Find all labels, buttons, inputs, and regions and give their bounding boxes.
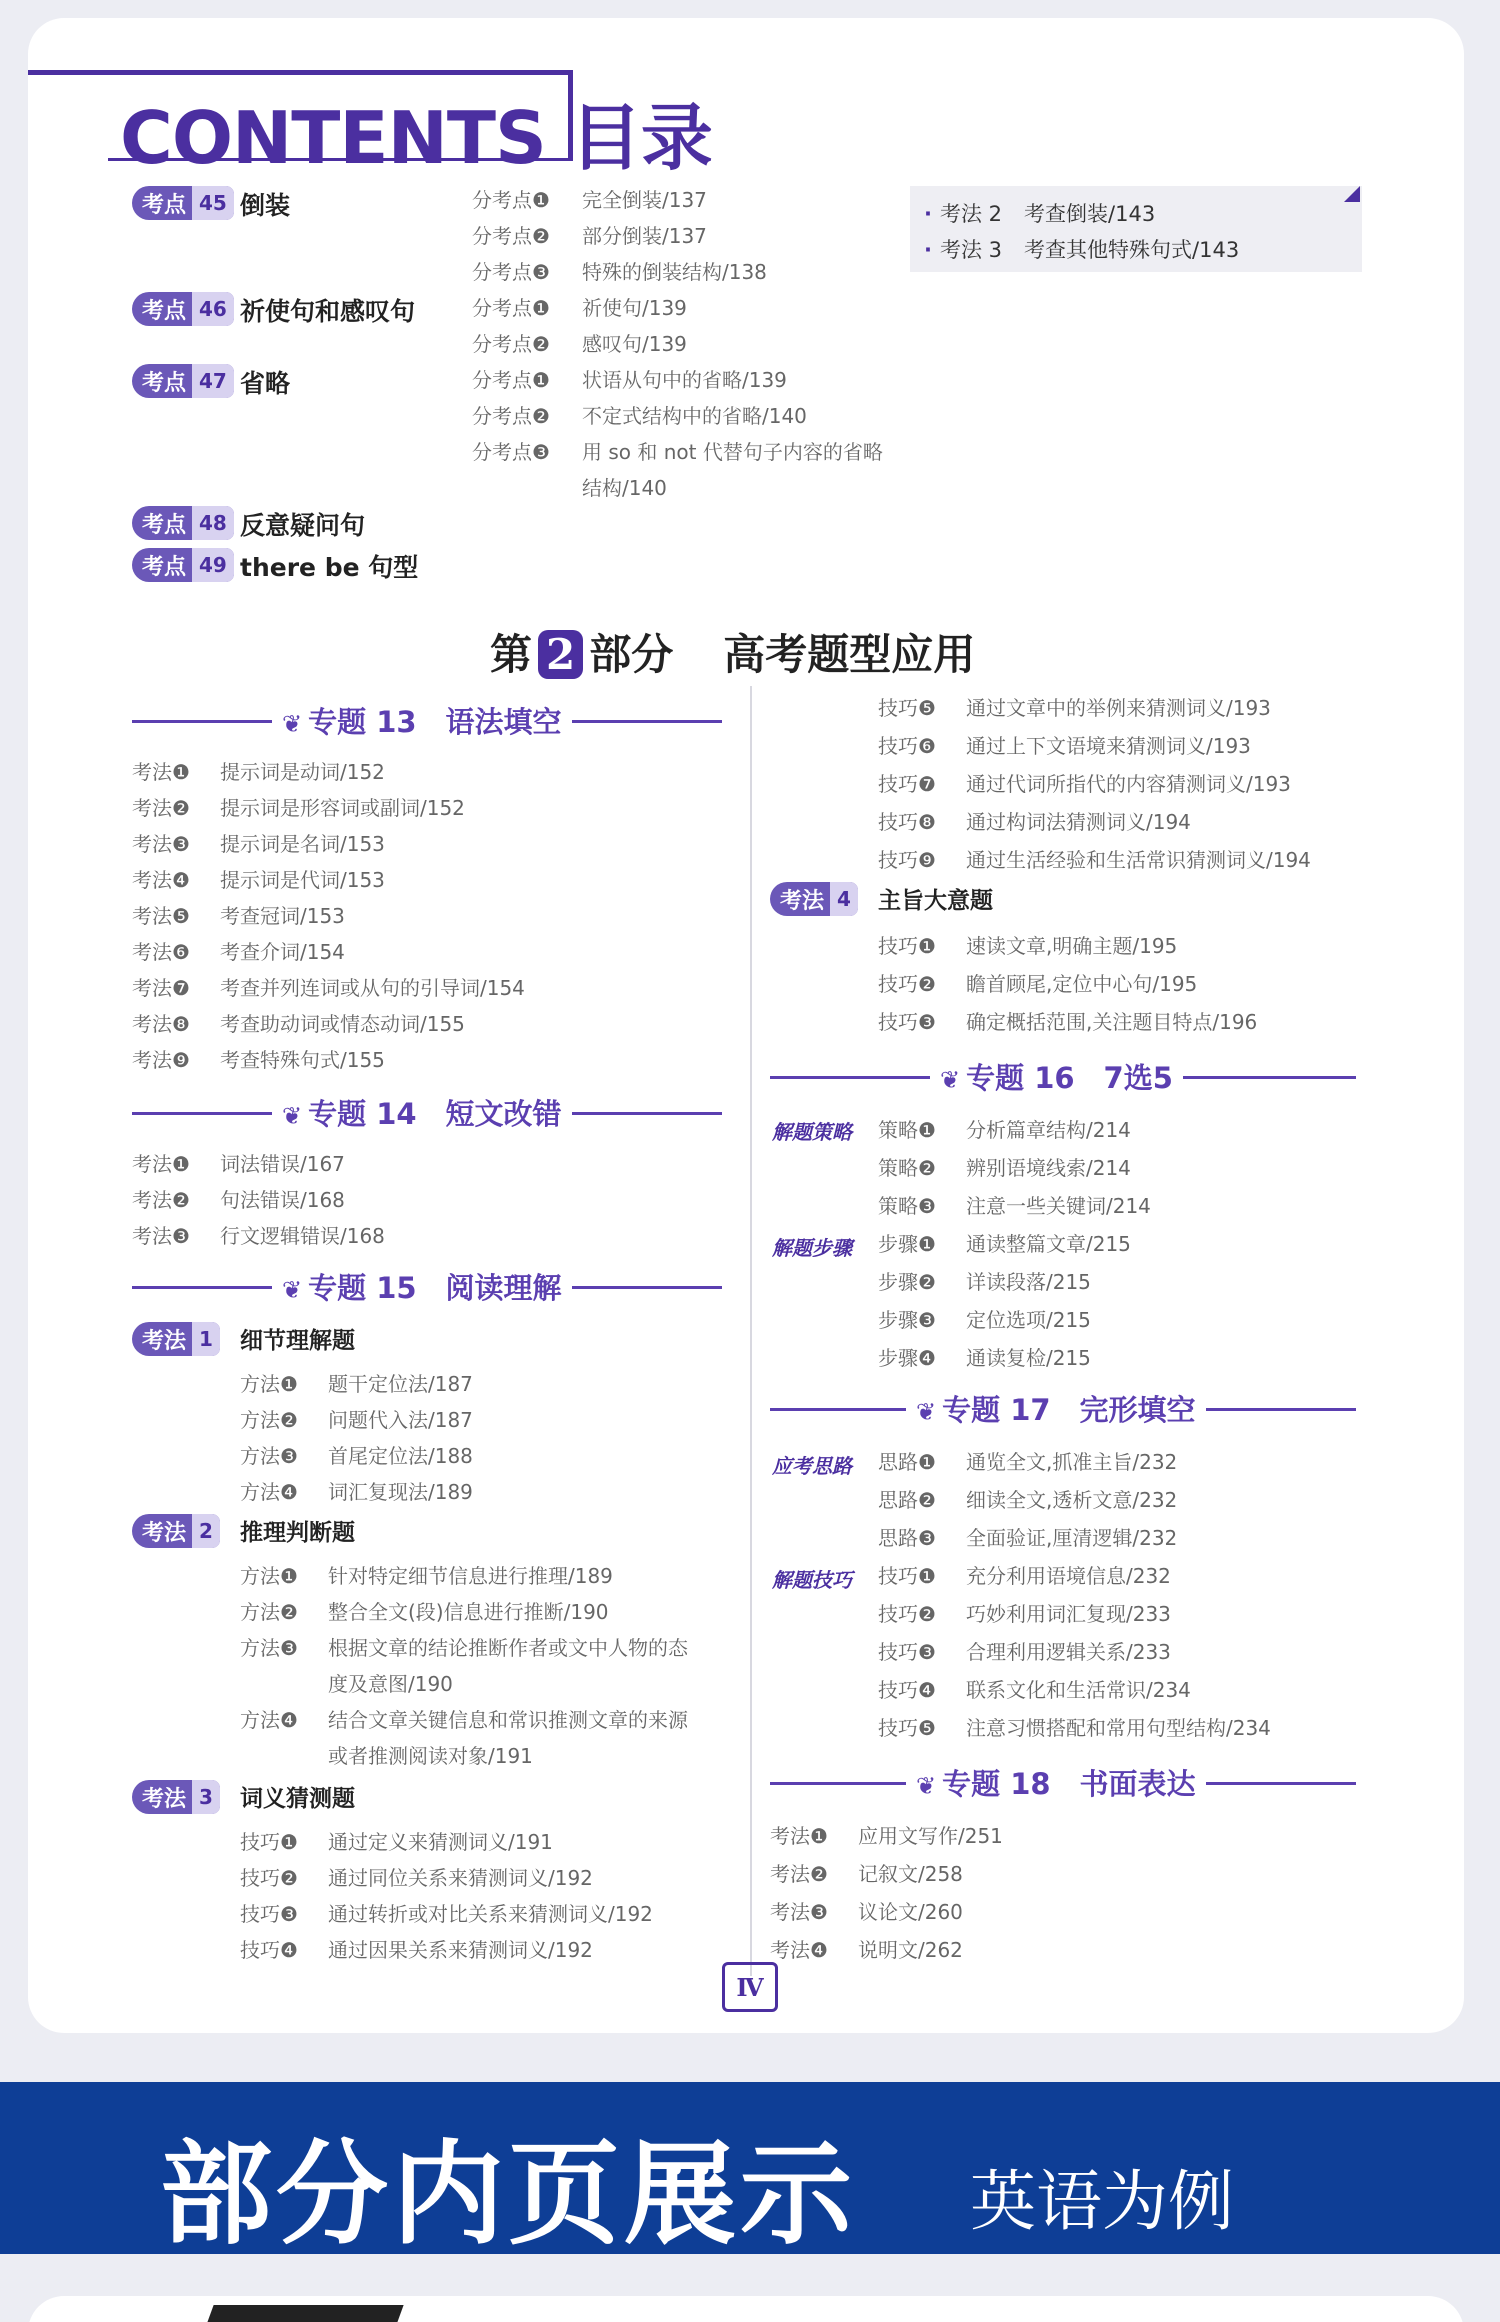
method-name: 词义猜测题 [240,1786,355,1812]
method-row: 技巧❹ 联系文化和生活常识/234 [878,1678,1191,1702]
method-row: 考法❷ 记叙文/258 [770,1862,963,1886]
method-badge: 考法 4 [770,882,858,916]
method-row: 技巧❽ 通过构词法猜测词义/194 [878,810,1191,834]
method-row: 方法❹ 结合文章关键信息和常识推测文章的来源 [240,1708,688,1732]
method-row: 思路❶ 通览全文,抓准主旨/232 [878,1450,1178,1474]
point-badge: 考点 45 [132,186,234,220]
method-row: 考法❸ 议论文/260 [770,1900,963,1924]
page-title: CONTENTS 目录 [120,96,712,180]
sub-point-row: 分考点❸ 用 so 和 not 代替句子内容的省略 [472,440,883,464]
method-row: 考法❺ 考查冠词/153 [132,904,345,928]
method-row: 技巧❶ 速读文章,明确主题/195 [878,934,1178,958]
column-divider [750,686,752,1976]
banner-subtitle: 英语为例 [970,2163,1234,2240]
method-row: 技巧❷ 巧妙利用词汇复现/233 [878,1602,1171,1626]
topic-icon: ❦ [940,1066,961,1094]
method-row: 技巧❹ 通过因果关系来猜测词义/192 [240,1938,593,1962]
sub-point-row: 分考点❶ 祈使句/139 [472,296,687,320]
next-page-graphic [206,2305,403,2322]
topic-header-16: ❦ 专题 16 7选5 [770,1046,1356,1106]
point-badge: 考点 49 [132,548,234,582]
sub-point-row: 分考点❶ 状语从句中的省略/139 [472,368,787,392]
method-row: 技巧❺ 通过文章中的举例来猜测词义/193 [878,696,1271,720]
topic-header-15: ❦ 专题 15 阅读理解 [132,1256,722,1316]
method-row: 考法❹ 提示词是代词/153 [132,868,385,892]
banner-title: 部分内页展示 [160,2130,856,2260]
point-name: 祈使句和感叹句 [240,297,416,326]
section-tag: 应考思路 [772,1454,852,1478]
method-row: 考法❸ 提示词是名词/153 [132,832,385,856]
corner-triangle [1344,186,1360,202]
point-badge: 考点 48 [132,506,234,540]
method-row: 技巧❸ 通过转折或对比关系来猜测词义/192 [240,1902,653,1926]
method-row: 思路❷ 细读全文,透析文意/232 [878,1488,1178,1512]
part-title: 第 2 部分 高考题型应用 [490,630,976,679]
page-number: Ⅳ [722,1962,778,2012]
method-row: 技巧❶ 通过定义来猜测词义/191 [240,1830,553,1854]
method-row: 考法❹ 说明文/262 [770,1938,963,1962]
point-badge: 考点 46 [132,292,234,326]
method-row: 技巧❼ 通过代词所指代的内容猜测词义/193 [878,772,1291,796]
section-tag: 解题策略 [772,1120,852,1144]
point-name: 省略 [240,369,291,398]
method-row: 方法❶ 题干定位法/187 [240,1372,473,1396]
topic-header-18: ❦ 专题 18 书面表达 [770,1752,1356,1812]
method-row: 考法❶ 应用文写作/251 [770,1824,1003,1848]
method-row: 技巧❸ 确定概括范围,关注题目特点/196 [878,1010,1258,1034]
topic-icon: ❦ [282,1102,303,1130]
method-row: 考法❷ 提示词是形容词或副词/152 [132,796,465,820]
method-row: 技巧❷ 瞻首顾尾,定位中心句/195 [878,972,1198,996]
topic-header-17: ❦ 专题 17 完形填空 [770,1378,1356,1438]
method-row: 方法❷ 整合全文(段)信息进行推断/190 [240,1600,609,1624]
method-row: 技巧❷ 通过同位关系来猜测词义/192 [240,1866,593,1890]
related-method: · 考法 3 考查其他特殊句式/143 [924,238,1240,262]
method-row: 方法❷ 问题代入法/187 [240,1408,473,1432]
sub-point-row: 分考点❸ 特殊的倒装结构/138 [472,260,767,284]
sub-point-row: 分考点❷ 部分倒装/137 [472,224,707,248]
point-name: there be 句型 [240,553,419,582]
method-row: 考法❶ 提示词是动词/152 [132,760,385,784]
method-row: 考法❷ 句法错误/168 [132,1188,345,1212]
method-row: 技巧❺ 注意习惯搭配和常用句型结构/234 [878,1716,1271,1740]
header-rule [28,70,573,75]
method-row: 技巧❶ 充分利用语境信息/232 [878,1564,1171,1588]
method-row: 技巧❻ 通过上下文语境来猜测词义/193 [878,734,1251,758]
method-row: 步骤❷ 详读段落/215 [878,1270,1091,1294]
point-name: 反意疑问句 [240,511,366,540]
point-badge: 考点 47 [132,364,234,398]
sub-point-row: 分考点❶ 完全倒装/137 [472,188,707,212]
method-row: 步骤❹ 通读复检/215 [878,1346,1091,1370]
method-name: 细节理解题 [240,1328,355,1354]
method-row: 技巧❾ 通过生活经验和生活常识猜测词义/194 [878,848,1311,872]
method-badge: 考法 2 [132,1514,220,1548]
method-badge: 考法 3 [132,1780,220,1814]
method-row: 考法❼ 考查并列连词或从句的引导词/154 [132,976,525,1000]
method-row: 方法❸ 根据文章的结论推断作者或文中人物的态 [240,1636,688,1660]
sub-point-row: 分考点❷ 感叹句/139 [472,332,687,356]
method-row: 考法❶ 词法错误/167 [132,1152,345,1176]
method-row: 考法❻ 考查介词/154 [132,940,345,964]
method-row: 策略❸ 注意一些关键词/214 [878,1194,1151,1218]
method-row: 步骤❸ 定位选项/215 [878,1308,1091,1332]
method-row: 考法❾ 考查特殊句式/155 [132,1048,385,1072]
topic-icon: ❦ [282,1276,303,1304]
method-row: 思路❸ 全面验证,厘清逻辑/232 [878,1526,1178,1550]
topic-icon: ❦ [916,1772,937,1800]
method-row: 策略❶ 分析篇章结构/214 [878,1118,1131,1142]
method-badge: 考法 1 [132,1322,220,1356]
topic-header-14: ❦ 专题 14 短文改错 [132,1082,722,1142]
method-name: 主旨大意题 [878,888,993,914]
method-row: 方法❹ 词汇复现法/189 [240,1480,473,1504]
method-row: 考法❽ 考查助动词或情态动词/155 [132,1012,465,1036]
related-method: · 考法 2 考查倒装/143 [924,202,1156,226]
sub-point-row: 分考点❷ 不定式结构中的省略/140 [472,404,807,428]
topic-icon: ❦ [916,1398,937,1426]
topic-icon: ❦ [282,710,303,738]
method-row: 方法❶ 针对特定细节信息进行推理/189 [240,1564,613,1588]
topic-header-13: ❦ 专题 13 语法填空 [132,690,722,750]
point-name: 倒装 [240,191,291,220]
method-row: 策略❷ 辨别语境线索/214 [878,1156,1131,1180]
method-row: 考法❸ 行文逻辑错误/168 [132,1224,385,1248]
method-row: 步骤❶ 通读整篇文章/215 [878,1232,1131,1256]
section-tag: 解题技巧 [772,1568,852,1592]
method-row: 技巧❸ 合理利用逻辑关系/233 [878,1640,1171,1664]
method-name: 推理判断题 [240,1520,355,1546]
section-tag: 解题步骤 [772,1236,852,1260]
method-row: 方法❸ 首尾定位法/188 [240,1444,473,1468]
